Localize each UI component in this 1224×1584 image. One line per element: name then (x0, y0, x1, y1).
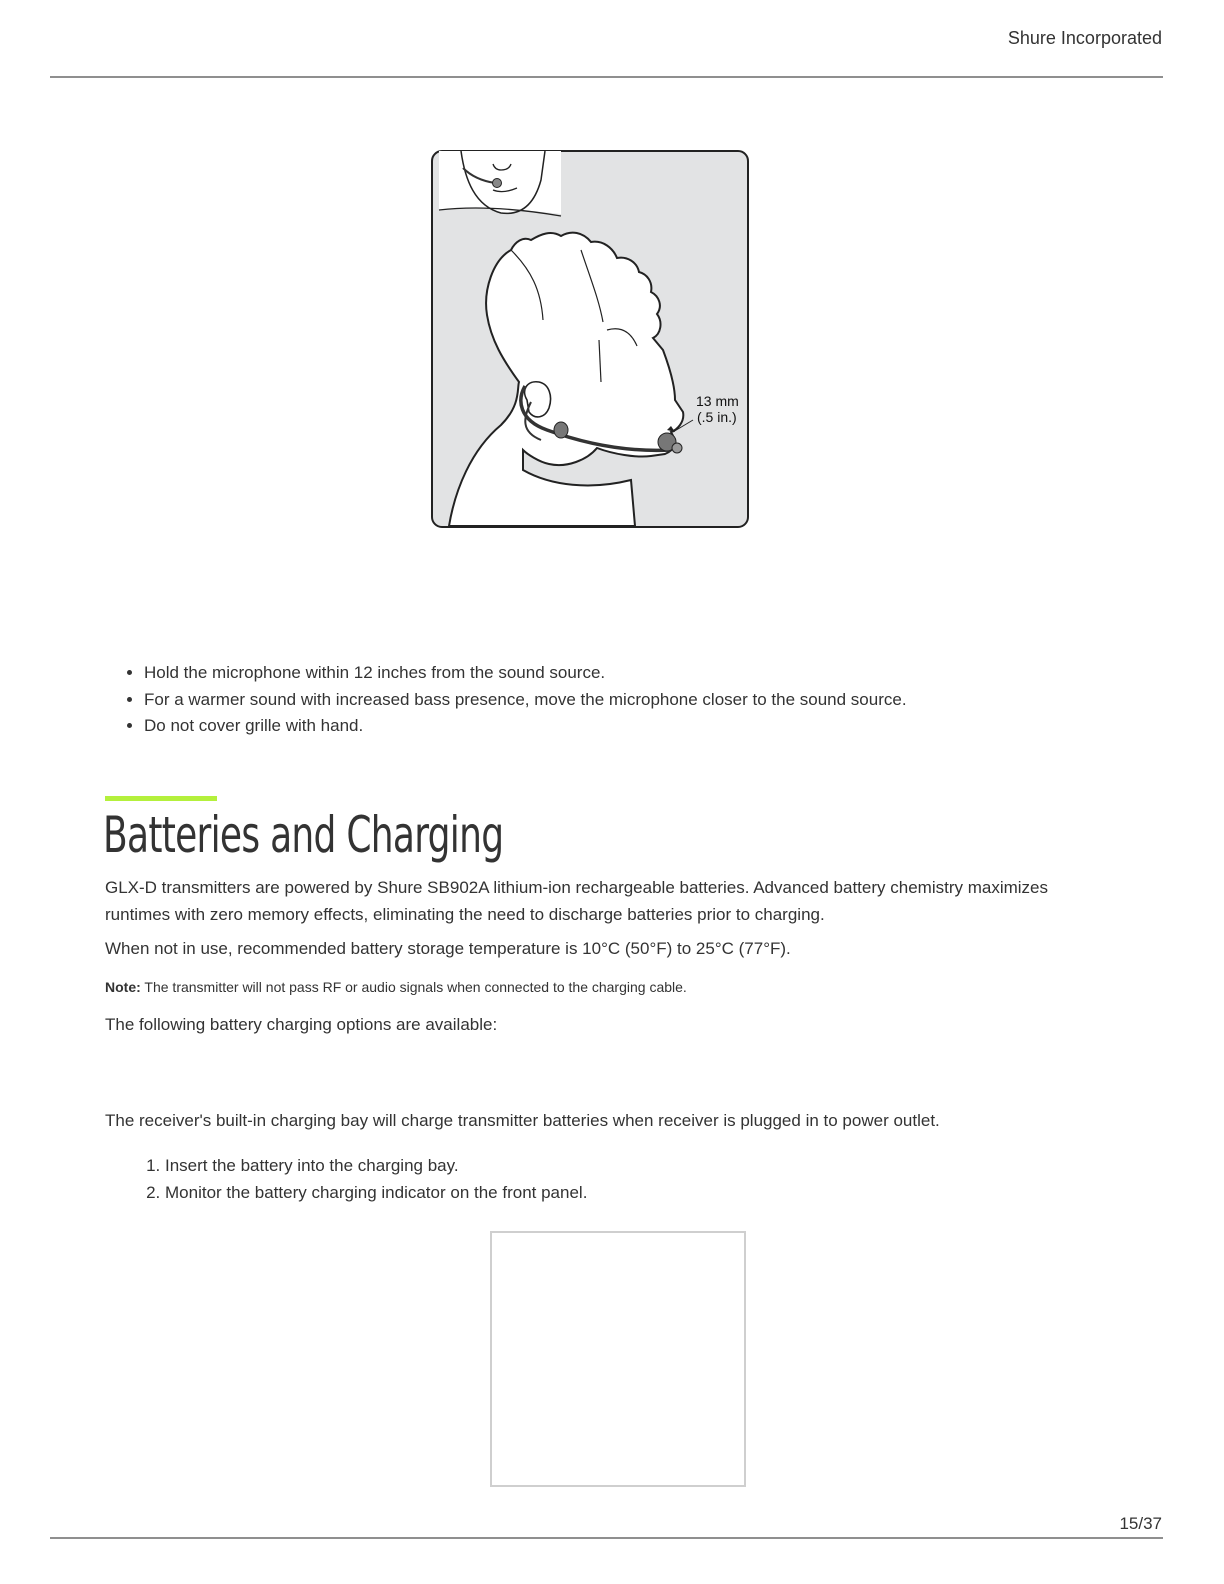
intro-paragraph: GLX-D transmitters are powered by Shure SB902A lithium-ion rechargeable batteries. Advanced battery chemistry maximizes runtimes with zero memory effects, eliminating the need to discharge batteries prior to charging. (105, 878, 1048, 924)
footer-rule (50, 1537, 1163, 1539)
list-item: 1. Insert the battery into the charging bay. (165, 1153, 587, 1180)
distance-label-metric: 13 mm (696, 393, 739, 409)
charging-options-paragraph: The following battery charging options are available: (105, 1015, 498, 1034)
charging-steps-list (138, 1153, 587, 1206)
page-number: 15/37 (1119, 1514, 1162, 1533)
header-rule (50, 76, 1163, 78)
note-paragraph (105, 978, 687, 996)
list-item: 2. Monitor the battery charging indicator on the front panel. (165, 1180, 587, 1207)
note-label: Note: (105, 979, 141, 995)
list-item: • Hold the microphone within 12 inches from the sound source. (144, 660, 907, 687)
section-title: Batteries and Charging (103, 806, 504, 864)
section-accent-bar (105, 796, 217, 801)
list-item: • For a warmer sound with increased bass presence, move the microphone closer to the sound source. (144, 687, 907, 714)
header-company: Shure Incorporated (1007, 28, 1162, 48)
list-item: • Do not cover grille with hand. (144, 713, 907, 740)
storage-temperature-paragraph: When not in use, recommended battery storage temperature is 10°C (50°F) to 25°C (77°F). (105, 939, 791, 958)
distance-label-imperial: (.5 in.) (697, 409, 737, 425)
headset-placement-illustration (431, 150, 749, 528)
note-text: The transmitter will not pass RF or audio signals when connected to the charging cable. (140, 979, 687, 995)
charging-bay-image-placeholder (490, 1231, 746, 1487)
charging-bay-paragraph: The receiver's built-in charging bay will charge transmitter batteries when receiver is plugged in to power outlet. (105, 1111, 940, 1130)
usage-tips-list (120, 660, 907, 740)
